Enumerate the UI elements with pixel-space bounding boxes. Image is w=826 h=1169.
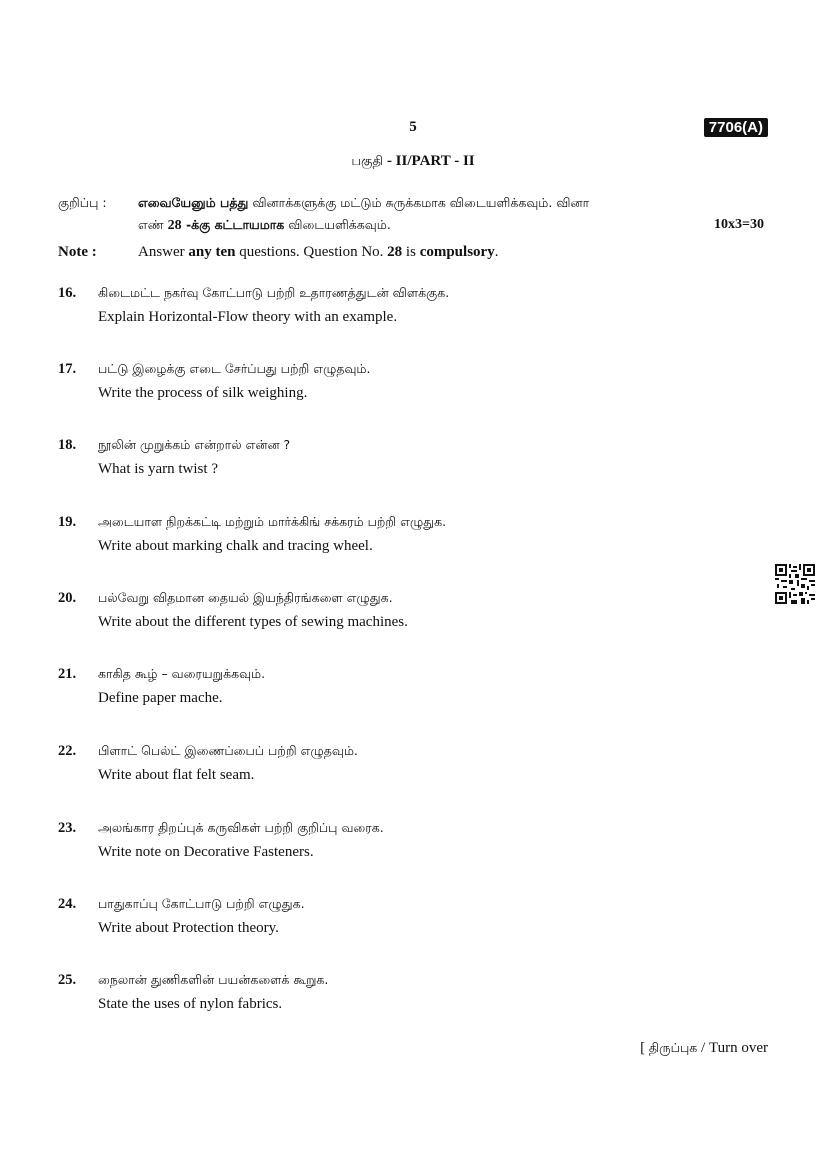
question-text-english: Define paper mache. (98, 690, 223, 706)
instructions-line-1-rest: வினாக்களுக்கு மட்டும் சுருக்கமாக விடையளிக்கவும். வினா (248, 195, 590, 210)
instructions-text-tamil (138, 192, 768, 237)
question-text-tamil: பட்டு இழைக்கு எடை சேர்ப்பது பற்றி எழுதவும். (98, 361, 371, 376)
question-text-english: Write about flat felt seam. (98, 767, 255, 783)
note-end: . (494, 244, 499, 260)
question-text-english: Write note on Decorative Fasteners. (98, 844, 314, 860)
question-number: 23. (58, 820, 77, 836)
instructions-line-2-rest: விடையளிக்கவும். (284, 217, 391, 232)
qr-code-icon (775, 564, 815, 604)
note-label: Note : (58, 244, 97, 260)
marks-allocation: 10x3=30 (714, 217, 764, 232)
instructions-label-tamil: குறிப்பு : (58, 195, 107, 210)
question-number: 17. (58, 361, 77, 377)
question-number: 22. (58, 743, 77, 759)
question-item (58, 817, 768, 865)
turn-over-english: / Turn over (697, 1040, 768, 1056)
question-text-tamil: அடையாள நிறக்கட்டி மற்றும் மார்க்கிங் சக்கரம் பற்றி எழுதுக. (98, 514, 447, 529)
note-mid: questions. Question No. (235, 244, 388, 260)
instructions-english (58, 241, 768, 263)
question-item (58, 740, 768, 788)
question-number: 18. (58, 437, 77, 453)
question-text-english: What is yarn twist ? (98, 461, 218, 477)
instructions-line-2 (138, 214, 768, 237)
question-item (58, 663, 768, 711)
note-text (138, 241, 768, 263)
turn-over-note (640, 1040, 768, 1057)
question-number: 21. (58, 666, 77, 682)
note-mid-2: is (402, 244, 420, 260)
question-text-tamil: நூலின் முறுக்கம் என்றால் என்ன ? (98, 437, 291, 452)
instructions-line-2-pre: எண் (138, 217, 168, 232)
note-bold-compulsory: compulsory (419, 244, 495, 260)
question-text-tamil: அலங்கார திறப்புக் கருவிகள் பற்றி குறிப்பு வரைக. (98, 820, 384, 835)
question-text-english: Write about Protection theory. (98, 920, 279, 936)
question-text-tamil: நைலான் துணிகளின் பயன்களைக் கூறுக. (98, 972, 329, 987)
question-text-tamil: பாதுகாப்பு கோட்பாடு பற்றி எழுதுக. (98, 896, 305, 911)
question-item (58, 434, 768, 482)
question-text-tamil: காகித கூழ் – வரையறுக்கவும். (98, 666, 266, 681)
question-text-english: Write the process of silk weighing. (98, 385, 308, 401)
question-number: 24. (58, 896, 77, 912)
question-text-english: State the uses of nylon fabrics. (98, 996, 283, 1012)
question-item (58, 587, 768, 635)
note-bold-any-ten: any ten (188, 244, 236, 260)
footer-bracket: [ (640, 1040, 649, 1056)
question-number: 25. (58, 972, 77, 988)
question-text-tamil: கிடைமட்ட நகர்வு கோட்பாடு பற்றி உதாரணத்துடன் விளக்குக. (98, 285, 450, 300)
question-text-english: Explain Horizontal-Flow theory with an example. (98, 309, 398, 325)
question-text-english: Write about marking chalk and tracing wheel. (98, 538, 373, 554)
instructions-tamil (58, 192, 768, 242)
part-title-tamil: பகுதி (351, 154, 384, 169)
instructions-bold-any-ten: எவையேனும் பத்து (138, 195, 249, 210)
part-title (0, 153, 826, 170)
question-text-tamil: பிளாட் பெல்ட் இணைப்பைப் பற்றி எழுதவும். (98, 743, 358, 758)
turn-over-tamil: திருப்புக (648, 1040, 698, 1055)
question-item (58, 282, 768, 330)
question-number: 19. (58, 514, 77, 530)
question-item (58, 511, 768, 559)
instructions-line-2-num: 28 (167, 218, 182, 233)
question-text-tamil: பல்வேறு விதமான தையல் இயந்திரங்களை எழுதுக. (98, 590, 393, 605)
paper-code-badge: 7706(A) (704, 118, 768, 137)
question-number: 20. (58, 590, 77, 606)
instructions-line-2-bold: -க்கு கட்டாயமாக (181, 217, 285, 232)
question-item (58, 893, 768, 941)
question-number: 16. (58, 285, 77, 301)
question-item (58, 358, 768, 406)
instructions-line-1 (138, 192, 768, 214)
question-text-english: Write about the different types of sewing machines. (98, 614, 408, 630)
note-bold-28: 28 (387, 244, 403, 260)
page-number: 5 (409, 119, 417, 135)
part-title-english: - II/PART - II (383, 153, 475, 169)
note-pre: Answer (138, 244, 189, 260)
question-item (58, 969, 768, 1017)
